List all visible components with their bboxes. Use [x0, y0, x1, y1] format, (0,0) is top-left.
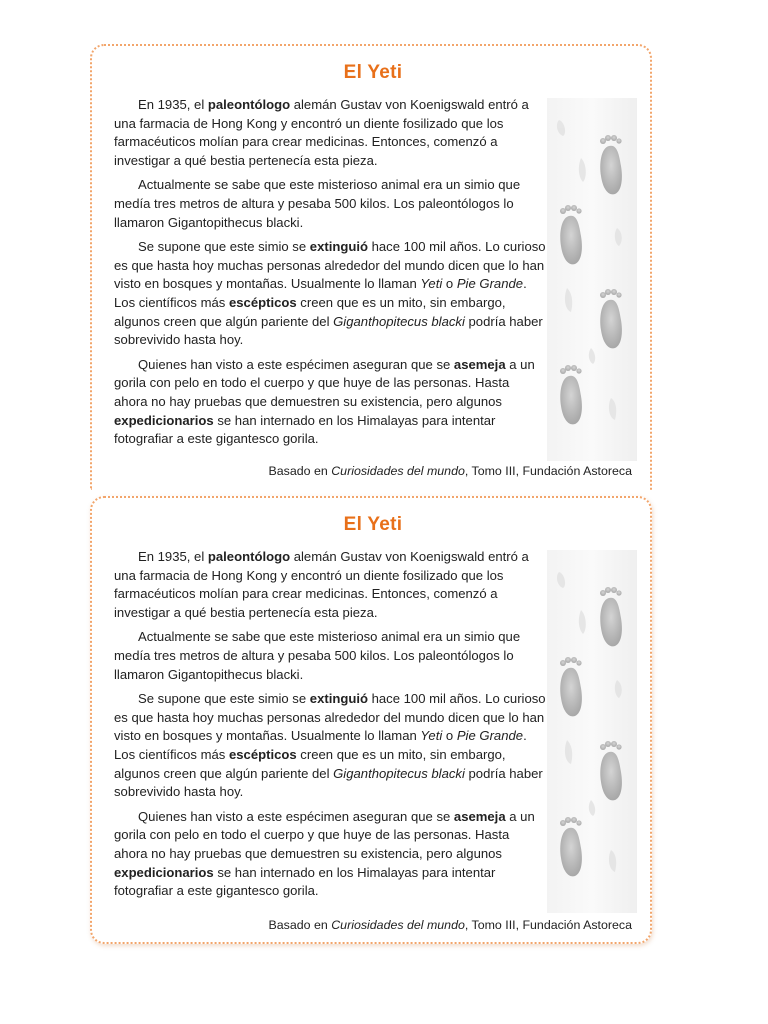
text-run: hace 100 mil años. Lo curioso es que hasta hoy muchas personas alrededor del mundo dicen que lo han visto en bosques y montañas. Usualmente lo llaman: [114, 691, 546, 744]
text-run: Se supone que este simio se: [138, 691, 310, 707]
italic-text: Curiosidades del mundo: [331, 918, 465, 932]
italic-text: Giganthopitecus blacki: [333, 313, 465, 329]
reading-card-1: [90, 44, 652, 490]
footprints-icon: [547, 550, 637, 913]
text-run: o: [442, 728, 457, 744]
source-citation: [92, 918, 632, 932]
text-run: Quienes han visto a este espécimen aseguran que se: [138, 808, 454, 824]
bold-term: extinguió: [309, 239, 368, 255]
italic-text: Curiosidades del mundo: [331, 464, 465, 478]
text-run: En 1935, el: [138, 549, 208, 564]
bold-term: asemeja: [453, 356, 506, 372]
text-run: podría haber sobrevivido hasta hoy.: [114, 313, 543, 348]
text-run: Actualmente se sabe que este misterioso animal era un simio que medía tres metros de altura y pesaba 500 kilos. Los paleontólogos lo llamaron Gigantopithecus blacki.: [114, 629, 521, 682]
text-run: o: [442, 276, 457, 292]
text-run: se han internado en los Himalayas para intentar fotografiar a este gigantesco gorila.: [114, 864, 496, 899]
card-title: El Yeti: [343, 514, 403, 535]
text-run: . Los científicos más: [114, 276, 527, 310]
card-title: El Yeti: [343, 62, 403, 83]
footprints-image: [547, 550, 637, 913]
card-body: [114, 96, 546, 455]
text-run: creen que es un mito, sin embargo, algunos creen que algún pariente del: [114, 294, 506, 329]
paragraph-4: [114, 808, 546, 901]
bold-term: expedicionarios: [114, 412, 214, 428]
text-run: a un gorila con pelo en todo el cuerpo y que huye de las personas. Hasta ahora no hay pruebas que demuestren su existencia, pero algunos: [114, 808, 535, 861]
text-run: Quienes han visto a este espécimen aseguran que se: [138, 356, 454, 372]
text-run: se han internado en los Himalayas para intentar fotografiar a este gigantesco gorila.: [114, 412, 496, 447]
italic-text: Pie Grande: [456, 276, 524, 292]
text-run: Se supone que este simio se: [138, 239, 310, 255]
paragraph-4: [114, 356, 546, 449]
text-run: . Los científicos más: [114, 728, 527, 762]
text-run: Basado en: [268, 918, 332, 932]
bold-term: expedicionarios: [114, 864, 214, 880]
text-run: Actualmente se sabe que este misterioso animal era un simio que medía tres metros de altura y pesaba 500 kilos. Los paleontólogos lo llamaron Gigantopithecus blacki.: [114, 177, 521, 230]
source-citation: [92, 464, 632, 478]
paragraph-3: [114, 238, 546, 350]
text-run: En 1935, el: [138, 97, 208, 112]
bold-term: escépticos: [228, 294, 297, 310]
paragraph-1: [114, 548, 546, 622]
text-run: podría haber sobrevivido hasta hoy.: [114, 765, 543, 800]
text-run: , Tomo III, Fundación Astoreca: [464, 918, 632, 932]
reading-card-2: [90, 496, 652, 944]
bold-term: escépticos: [228, 746, 297, 762]
card-body: [114, 548, 546, 907]
italic-text: Pie Grande: [456, 728, 524, 744]
footprints-icon: [547, 98, 637, 461]
bold-term: paleontólogo: [207, 97, 291, 112]
bold-term: paleontólogo: [207, 549, 291, 564]
text-run: a un gorila con pelo en todo el cuerpo y que huye de las personas. Hasta ahora no hay pruebas que demuestren su existencia, pero algunos: [114, 356, 535, 409]
text-run: alemán Gustav von Koenigswald entró a una farmacia de Hong Kong y encontró un diente fosilizado que los farmacéuticos molían para crear medicinas. Entonces, comenzó a investigar a qué bestia pertenecía esta pieza.: [114, 549, 529, 620]
paragraph-3: [114, 690, 546, 802]
footprints-image: [547, 98, 637, 461]
text-run: Basado en: [268, 464, 332, 478]
italic-text: Yeti: [420, 728, 443, 744]
text-run: hace 100 mil años. Lo curioso es que hasta hoy muchas personas alrededor del mundo dicen que lo han visto en bosques y montañas. Usualmente lo llaman: [114, 239, 546, 292]
text-run: creen que es un mito, sin embargo, algunos creen que algún pariente del: [114, 746, 506, 781]
paragraph-2: [114, 628, 546, 684]
paragraph-1: [114, 96, 546, 170]
paragraph-2: [114, 176, 546, 232]
bold-term: extinguió: [309, 691, 368, 707]
bold-term: asemeja: [453, 808, 506, 824]
text-run: , Tomo III, Fundación Astoreca: [464, 464, 632, 478]
text-run: alemán Gustav von Koenigswald entró a una farmacia de Hong Kong y encontró un diente fosilizado que los farmacéuticos molían para crear medicinas. Entonces, comenzó a investigar a qué bestia pertenecía esta pieza.: [114, 97, 529, 168]
italic-text: Giganthopitecus blacki: [333, 765, 465, 781]
italic-text: Yeti: [420, 276, 443, 292]
